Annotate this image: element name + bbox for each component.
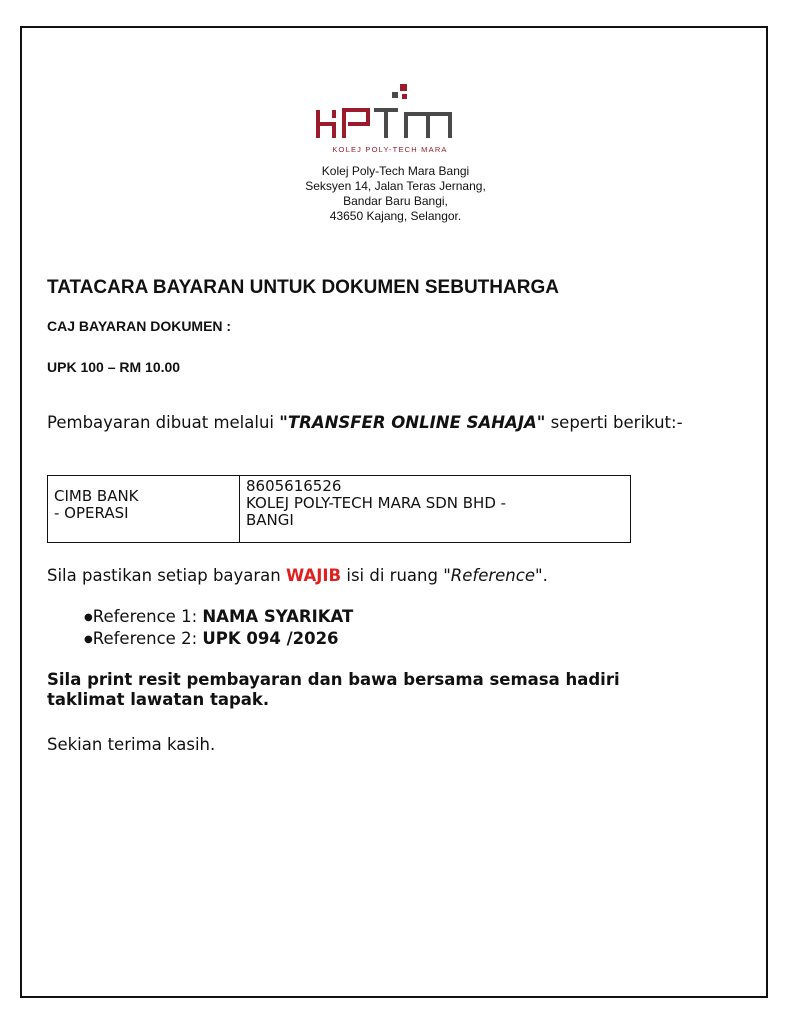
bank-branch: - OPERASI: [54, 504, 129, 522]
fee-label: CAJ BAYARAN DOKUMEN :: [47, 318, 232, 334]
account-number: 8605616526: [246, 477, 342, 495]
address-line: Bandar Baru Bangi,: [343, 194, 448, 208]
document-title: TATACARA BAYARAN UNTUK DOKUMEN SEBUTHARGA: [47, 277, 559, 298]
payment-suffix: seperti berikut:-: [545, 413, 683, 432]
fee-value: UPK 100 – RM 10.00: [47, 359, 181, 375]
logo-square-1: [400, 84, 407, 91]
bank-name-cell: [48, 476, 240, 543]
logo-square-3: [402, 94, 407, 99]
print-instruction: Sila print resit pembayaran dan bawa bersama semasa hadiri taklimat lawatan tapak.: [47, 670, 620, 709]
reference-list: [84, 606, 353, 650]
mandatory-label: WAJIB: [286, 566, 342, 585]
reference-note: Sila pastikan setiap bayaran WAJIB isi di ruang "Reference".: [47, 566, 548, 585]
address-line: Seksyen 14, Jalan Teras Jernang,: [305, 179, 486, 193]
logo-square-2: [392, 92, 398, 98]
bank-details-table: [47, 475, 631, 543]
closing-text: Sekian terima kasih.: [47, 735, 216, 754]
address-block: [0, 164, 791, 224]
bullet-icon: ●: [84, 612, 93, 623]
payment-prefix: Pembayaran dibuat melalui: [47, 413, 280, 432]
list-item: ●Reference 1: NAMA SYARIKAT: [84, 607, 354, 626]
payment-method: "TRANSFER ONLINE SAHAJA": [279, 413, 546, 432]
kptm-logo: [312, 80, 472, 160]
bullet-icon: ●: [84, 634, 93, 645]
address-line: Kolej Poly-Tech Mara Bangi: [321, 164, 470, 178]
logo-tagline: KOLEJ POLY-TECH MARA: [332, 145, 448, 154]
payment-instruction: [47, 412, 744, 434]
bank-account-cell: [240, 476, 631, 543]
address-line: 43650 Kajang, Selangor.: [329, 209, 462, 223]
list-item: ●Reference 2: UPK 094 /2026: [84, 629, 339, 648]
account-name: KOLEJ POLY-TECH MARA SDN BHD -: [246, 494, 507, 512]
account-name-cont: BANGI: [246, 511, 294, 529]
bank-name: CIMB BANK: [54, 487, 139, 505]
